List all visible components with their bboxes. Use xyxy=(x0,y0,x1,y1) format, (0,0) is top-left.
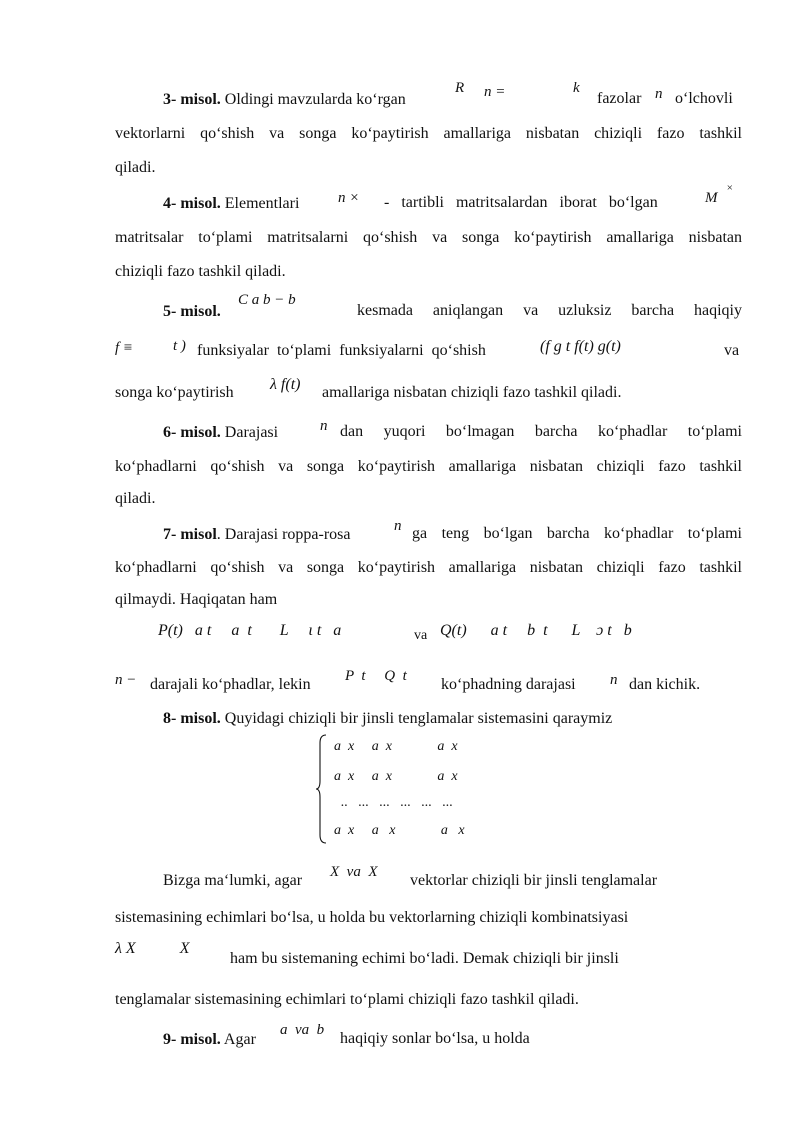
p4-line2: matritsalar to‘plami matritsalarni qo‘shish va songa ko‘paytirish amallariga nisbatan xyxy=(115,229,742,246)
p4-line3: chiziqli fazo tashkil qiladi. xyxy=(115,263,286,280)
p5-math-t: t ) xyxy=(173,338,186,354)
p8-text2: Bizga ma‘lumki, agar xyxy=(163,872,303,889)
p3-text2: fazolar xyxy=(597,90,642,107)
p3-line3: qiladi. xyxy=(115,159,156,176)
p3-line2: vektorlarni qo‘shish va songa ko‘paytirish amallariga nisbatan chiziqli fazo tashkil xyxy=(115,125,742,142)
equation-system xyxy=(310,733,540,845)
p3-math-k: k xyxy=(573,80,580,96)
p7-math-n: n xyxy=(394,518,402,534)
equation-row: .. ... ... ... ... ... xyxy=(334,795,453,810)
p8-math-lambda: λ X X xyxy=(115,940,190,957)
p5-text2: funksiyalar to‘plami funksiyalarni qo‘shish xyxy=(197,342,486,359)
p6-line1 xyxy=(163,423,278,443)
equation-row: a x a x a x xyxy=(334,769,458,784)
p3-text: Oldingi mavzularda ko‘rgan xyxy=(224,91,406,108)
p3-text3: o‘lchovli xyxy=(675,90,733,107)
p7-line1 xyxy=(163,525,351,545)
p9-math-ab: a va b xyxy=(280,1022,325,1038)
p6-text2: dan yuqori bo‘lmagan barcha ko‘phadlar to‘plami xyxy=(340,423,742,440)
brace-icon xyxy=(316,733,328,845)
p9-text: Agar xyxy=(223,1031,256,1048)
p5-math-lambda: λ f(t) xyxy=(270,376,301,393)
p4-label: 4- misol. xyxy=(163,195,221,212)
p8-line4: tenglamalar sistemasining echimlari to‘plami chiziqli fazo tashkil qiladi. xyxy=(115,991,579,1008)
p7-va: va xyxy=(414,628,428,643)
p8-text3: vektorlar chiziqli bir jinsli tenglamalar xyxy=(410,872,658,889)
p4-math-x: × xyxy=(726,182,734,194)
p7-math-pq: P t Q t xyxy=(345,668,407,684)
p7-text2: ga teng bo‘lgan barcha ko‘phadlar to‘plami xyxy=(412,525,742,542)
p5-math-c: C a b − b xyxy=(238,292,296,308)
p7-math-n3: n xyxy=(610,672,618,688)
p9-line1 xyxy=(163,1030,256,1050)
p7-text4: ko‘phadning darajasi xyxy=(441,676,576,693)
p8-line1 xyxy=(163,709,612,729)
p5-text5: amallariga nisbatan chiziqli fazo tashkil qiladi. xyxy=(322,384,622,401)
p7-formula-p: P(t) a t a t L ι t a xyxy=(158,622,342,639)
p4-line1 xyxy=(163,194,299,214)
p5-math-f: f ≡ xyxy=(115,340,134,356)
p4-text: Elementlari xyxy=(224,195,300,212)
p3-math-r: R xyxy=(455,80,465,96)
p7-text: . Darajasi roppa-rosa xyxy=(216,526,351,543)
p3-line1 xyxy=(163,90,406,110)
p8-line2: sistemasining echimlari bo‘lsa, u holda bu vektorlarning chiziqli kombinatsiyasi xyxy=(115,909,629,926)
p6-label: 6- misol. xyxy=(163,424,221,441)
p5-text4: songa ko‘paytirish xyxy=(115,384,234,401)
p6-line3: qiladi. xyxy=(115,490,156,507)
p5-label-line xyxy=(163,302,221,322)
p8-label: 8- misol. xyxy=(163,710,221,727)
p5-text1: kesmada aniqlangan va uzluksiz barcha haqiqiy xyxy=(357,302,742,319)
p7-label: 7- misol xyxy=(163,526,217,543)
p3-math-n: n = xyxy=(484,84,506,100)
p6-math-n: n xyxy=(320,418,328,434)
p7-text3: darajali ko‘phadlar, lekin xyxy=(150,676,311,693)
p4-math-nx: n × xyxy=(338,190,360,206)
p8-math-x: X va X xyxy=(330,864,378,880)
p5-math-fg: (f g t f(t) g(t) xyxy=(540,338,621,355)
p4-text2: - tartibli matritsalardan iborat bo‘lgan xyxy=(384,194,658,211)
p8-text4: ham bu sistemaning echimi bo‘ladi. Demak chiziqli bir jinsli xyxy=(230,950,619,967)
equation-row: a x a x a x xyxy=(334,739,458,754)
p9-label: 9- misol. xyxy=(163,1031,221,1048)
equation-row: a x a x a x xyxy=(334,823,465,838)
p4-math-m: M xyxy=(705,190,718,206)
p7-formula-q: Q(t) a t b t L ɔ t b xyxy=(440,622,632,639)
p3-label: 3- misol. xyxy=(163,91,221,108)
p8-text: Quyidagi chiziqli bir jinsli tenglamalar sistemasini qaraymiz xyxy=(224,710,613,727)
p3-math-n2: n xyxy=(655,86,663,102)
p7-text5: dan kichik. xyxy=(629,676,701,693)
p7-line2: ko‘phadlarni qo‘shish va songa ko‘paytirish amallariga nisbatan chiziqli fazo tashkil xyxy=(115,559,742,576)
p5-text3: va xyxy=(724,342,740,359)
p5-label: 5- misol. xyxy=(163,303,221,320)
p7-math-n2: n − xyxy=(115,672,137,688)
p7-line3: qilmaydi. Haqiqatan ham xyxy=(115,591,278,608)
p6-line2: ko‘phadlarni qo‘shish va songa ko‘paytirish amallariga nisbatan chiziqli fazo tashkil xyxy=(115,458,742,475)
p9-text2: haqiqiy sonlar bo‘lsa, u holda xyxy=(340,1030,530,1047)
p6-text: Darajasi xyxy=(224,424,279,441)
